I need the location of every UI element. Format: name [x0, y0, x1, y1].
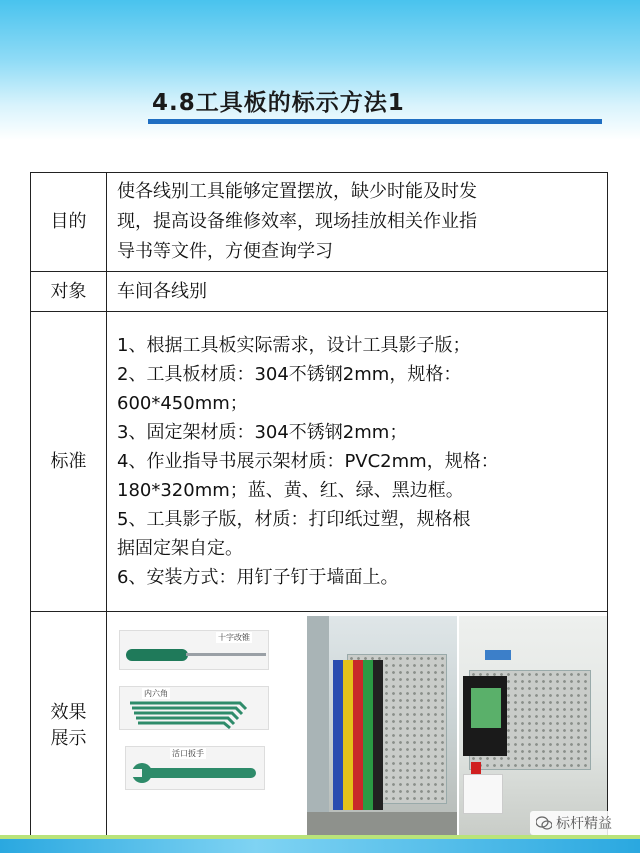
content-line: 3、固定架材质：304不锈钢2mm；: [117, 422, 408, 443]
content-line: 180*320mm；蓝、黄、红、绿、黑边框。: [117, 480, 464, 501]
content-line: 6、安装方式：用钉子钉于墙面上。: [117, 567, 399, 588]
content-line: 5、工具影子版，材质：打印纸过塑，规格根: [117, 509, 471, 530]
watermark: [530, 811, 618, 835]
table-row: [31, 312, 608, 612]
wrench-card: [125, 746, 265, 790]
row-label-standard: 标准: [31, 312, 107, 612]
content-line: 据固定架自定。: [117, 538, 243, 559]
content-line: 1、根据工具板实际需求，设计工具影子版；: [117, 335, 471, 356]
slide-title: 4.8工具板的标示方法1: [152, 90, 405, 116]
content-line: 使各线别工具能够定置摆放，缺少时能及时发: [117, 181, 477, 202]
screwdriver-card: [119, 630, 269, 670]
wrench-label: 活口扳手: [172, 749, 204, 758]
row-content-standard: [107, 312, 608, 612]
hexkey-card: [119, 686, 269, 730]
effect-photos: [107, 612, 608, 840]
document-folders: [333, 660, 393, 810]
row-label-purpose: 目的: [31, 173, 107, 272]
wall-sign: [485, 650, 511, 660]
folder-green: [363, 660, 373, 810]
label-line: 效果: [50, 701, 87, 723]
content-line: 2、工具板材质：304不锈钢2mm，规格：: [117, 364, 462, 385]
row-content-purpose: [107, 173, 608, 272]
row-label-effect: [31, 612, 107, 840]
wrench-icon: [126, 747, 266, 791]
title-underline: [148, 119, 602, 124]
table-row: [31, 173, 608, 272]
content-line: 车间各线别: [117, 280, 207, 302]
content-line: 600*450mm；: [117, 393, 248, 414]
content-line: 导书等文件，方便查询学习: [117, 241, 333, 262]
tool-board-photo-2: [459, 616, 607, 838]
content-line: 4、作业指导书展示架材质：PVC2mm，规格：: [117, 451, 499, 472]
folder-yellow: [343, 660, 353, 810]
folder-red: [353, 660, 363, 810]
notice-paper: [463, 774, 503, 814]
row-label-target: 对象: [31, 272, 107, 312]
wall-pillar: [307, 616, 329, 838]
screwdriver-label: 十字改锥: [218, 633, 250, 642]
folder-blue: [333, 660, 343, 810]
hexkey-label: 内六角: [144, 689, 168, 698]
footer-band: [0, 839, 640, 853]
document-holder: [463, 676, 507, 756]
table-row: [31, 612, 608, 840]
hexkey-set-icon: [120, 687, 270, 731]
info-table: [30, 172, 608, 840]
folder-black: [373, 660, 383, 810]
table-row: [31, 272, 608, 312]
label-line: 展示: [50, 727, 87, 749]
screwdriver-shaft: [186, 653, 266, 656]
watermark-text: 标杆精益: [556, 816, 612, 832]
screwdriver-handle: [126, 649, 188, 661]
content-line: 现，提高设备维修效率，现场挂放相关作业指: [117, 211, 477, 232]
row-content-target: [107, 272, 608, 312]
document-sheet: [471, 688, 501, 728]
tool-board-photo-1: [307, 616, 457, 838]
wechat-icon: [536, 816, 552, 830]
